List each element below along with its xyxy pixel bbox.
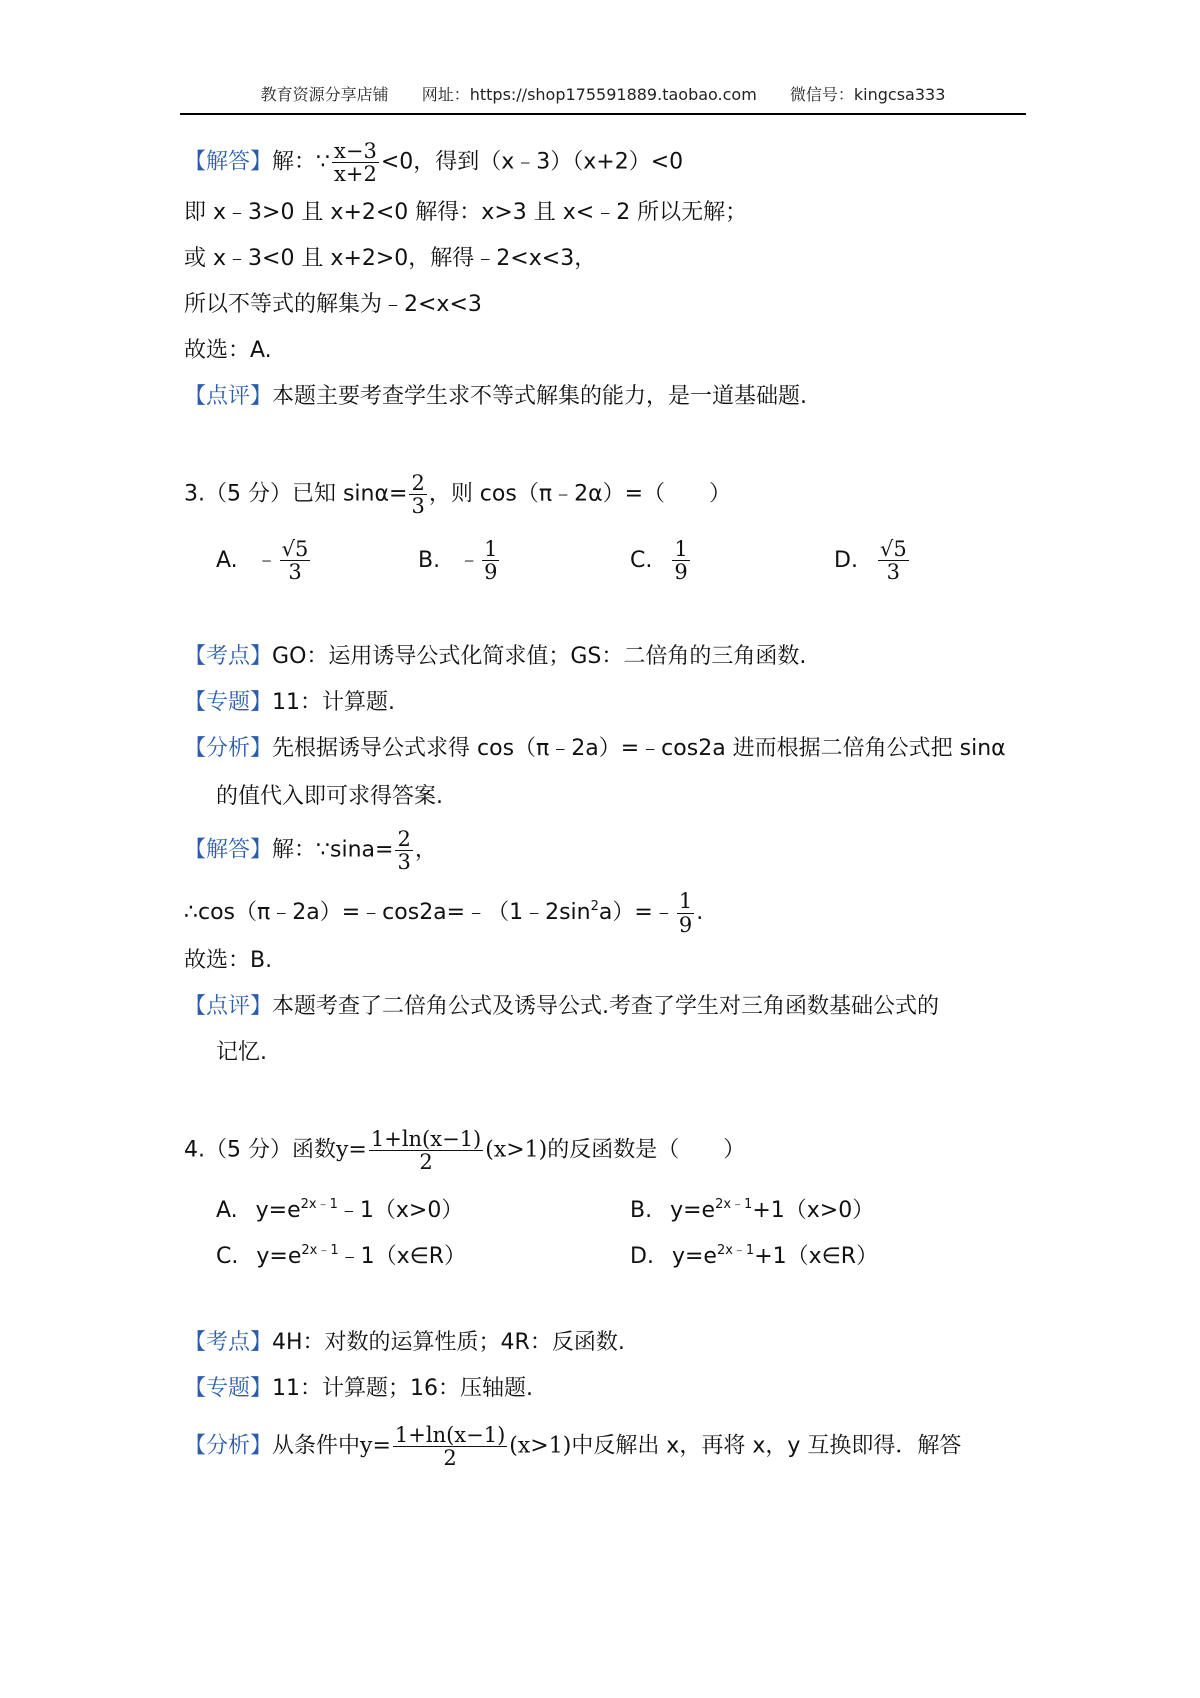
q4-option-a: A. $y=e^{2x﹣1}﹣1(x>0)$ xyxy=(216,1197,464,1223)
fraction: $\frac{√5}{3}$ xyxy=(281,537,309,585)
q4-stem: 4.（5 分）函数y= $\frac{1+\ln(x-1)}{2}$ (x>1)的反函数是（ ） xyxy=(184,1127,746,1175)
fraction: $\frac{2}{3}$ xyxy=(411,471,425,519)
shop-name: 教育资源分享店铺 xyxy=(260,85,389,104)
q4-option-b: B. $y=e^{2x﹣1}+1(x>0)$ xyxy=(630,1197,875,1223)
q2-solution-line2: 即 x﹣3>0 且 x+2<0 解得：x>3 且 x<﹣2 所以无解； xyxy=(184,200,748,225)
q2-solution-line4: 所以不等式的解集为﹣2<x<3 xyxy=(184,292,482,317)
q3-therefore: $\therefore\cos(\pi﹣2a)=﹣\cos 2a=﹣(1﹣2\sin^2a)=﹣$ $\frac{1}{9}$ . xyxy=(184,889,704,937)
q3-option-c: C. $\frac{1}{9}$ xyxy=(630,537,688,585)
comment-tag: 【点评】 xyxy=(184,384,273,409)
q2-comment: 【点评】本题主要考查学生求不等式解集的能力，是一道基础题. xyxy=(184,384,808,409)
fraction: $\frac{√5}{3}$ xyxy=(879,537,907,585)
fraction: $\frac{2}{3}$ xyxy=(397,827,411,875)
fraction: $\frac{1}{9}$ xyxy=(678,889,693,937)
fraction: $\frac{1}{9}$ xyxy=(484,537,498,585)
q3-zhuanti: 【专题】11：计算题. xyxy=(184,690,396,715)
q3-comment-1: 【点评】本题考查了二倍角公式及诱导公式.考查了学生对三角函数基础公式的 xyxy=(184,994,940,1019)
fraction: $\frac{1+\ln(x-1)}{2}$ xyxy=(370,1127,482,1175)
q3-jieda: 【解答】解：∵sina= $\frac{2}{3}$ ， xyxy=(184,827,437,875)
fraction: $\frac{x-3}{x+2}$ xyxy=(334,139,377,187)
q3-kaodian: 【考点】GO：运用诱导公式化简求值；GS：二倍角的三角函数. xyxy=(184,644,807,669)
wechat-id: 微信号：kingcsa333 xyxy=(789,85,946,104)
q4-option-d: D. $y=e^{2x﹣1}+1(x\in R)$ xyxy=(630,1243,879,1269)
q2-solution-line1: 【解答】解：∵ $\frac{x-3}{x+2}$ <0，得到（x﹣3）（x+2）<0 xyxy=(184,139,684,187)
q3-comment-2: 记忆. xyxy=(216,1040,267,1065)
site-url: 网址：https://shop175591889.taobao.com xyxy=(421,85,757,104)
fraction: $\frac{1}{9}$ xyxy=(674,537,688,585)
q3-choice: 故选：B. xyxy=(184,948,273,973)
q3-option-d: D. $\frac{√5}{3}$ xyxy=(834,537,907,585)
fraction: $\frac{1+\ln(x-1)}{2}$ xyxy=(394,1423,506,1471)
q4-option-c: C. $y=e^{2x﹣1}﹣1(x\in R)$ xyxy=(216,1243,467,1269)
q3-option-a: A. ﹣ $\frac{√5}{3}$ xyxy=(216,537,309,585)
q2-choice: 故选：A. xyxy=(184,338,272,363)
page-header xyxy=(180,82,1026,115)
q4-fenxi: 【分析】从条件中y= $\frac{1+\ln(x-1)}{2}$ (x>1)中反解出 x，再将 x，y 互换即得．解答 xyxy=(184,1423,962,1471)
q2-solution-line3: 或 x﹣3<0 且 x+2>0，解得﹣2<x<3， xyxy=(184,246,597,271)
q3-stem: 3.（5 分）已知 sinα= $\frac{2}{3}$ ，则 cos（π﹣2α）=（ ） xyxy=(184,471,732,519)
q4-zhuanti: 【专题】11：计算题；16：压轴题. xyxy=(184,1376,533,1401)
q4-kaodian: 【考点】4H：对数的运算性质；4R：反函数. xyxy=(184,1330,625,1355)
q3-fenxi-2: 的值代入即可求得答案. xyxy=(216,784,443,809)
q3-fenxi-1: 【分析】先根据诱导公式求得 cos（π﹣2a）=﹣cos2a 进而根据二倍角公式把 sinα xyxy=(184,736,1006,761)
answer-tag: 【解答】 xyxy=(184,149,273,175)
q3-option-b: B. ﹣ $\frac{1}{9}$ xyxy=(418,537,498,585)
